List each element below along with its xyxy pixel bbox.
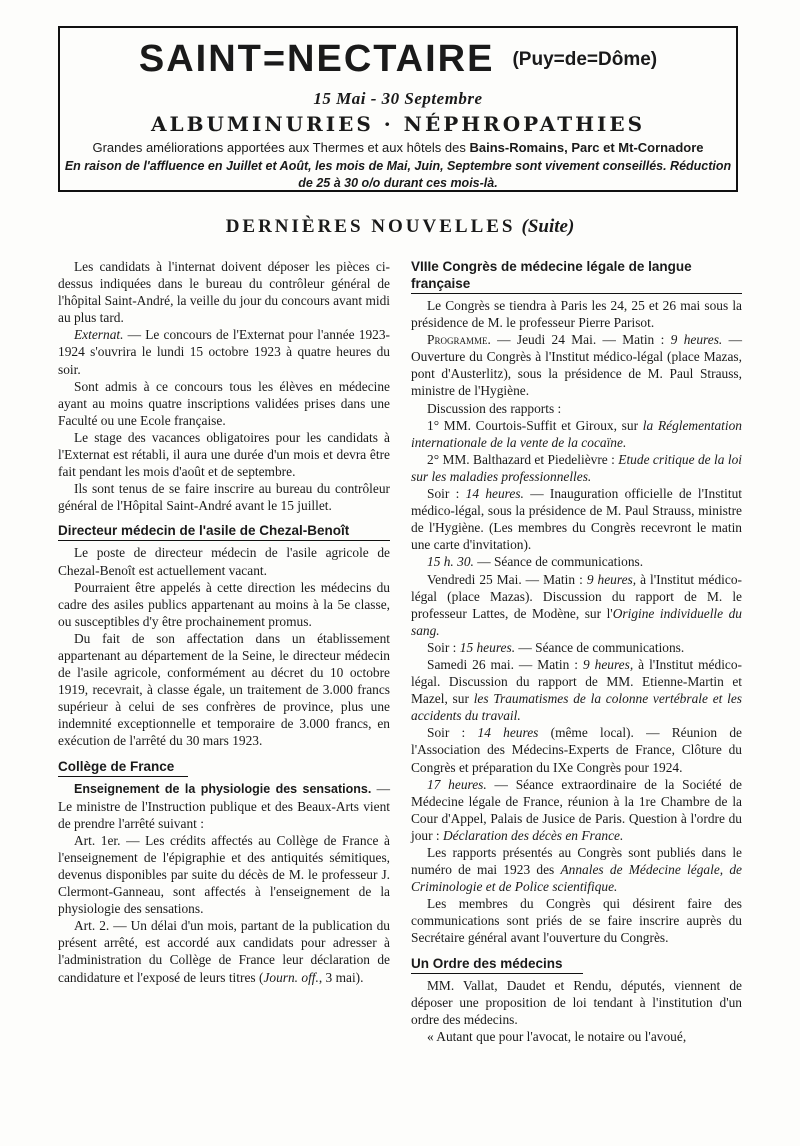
paragraph: MM. Vallat, Daudet et Rendu, députés, viennent de déposer une proposition de loi tendant à l'institution d'un ordre des médecins. — [411, 977, 742, 1027]
section-title: DERNIÈRES NOUVELLES (Suite) — [225, 216, 575, 237]
paragraph: Ils sont tenus de se faire inscrire au bureau du contrôleur général de l'Hôpital Saint-André avant le 15 juillet. — [58, 481, 390, 514]
paragraph: Enseignement de la physiologie des sensations. — Le ministre de l'Instruction publique et des Beaux-Arts vient de prendre l'arrêté suivant : — [58, 780, 390, 831]
subheading-physiologie: Enseignement de la physiologie des sensations. — [74, 781, 372, 796]
ad-note: En raison de l'affluence en Juillet et Août, les mois de Mai, Juin, Septembre sont vivement conseillés. Réduction de 25 à 30 o/o durant ces mois-là. — [64, 159, 732, 190]
paragraph: 17 heures. — Séance extraordinaire de la Société de Médecine légale de France, réunion à la 1re Chambre de la Cour d'Appel, Palais de Jusice de Paris. Question à l'ordre du jour : Déclaration des décès en France. — [411, 776, 742, 843]
left-column — [58, 258, 390, 986]
ad-specialties: ALBUMINURIES · NÉPHROPATHIES — [150, 112, 646, 136]
ad-town: SAINT=NECTAIRE — [138, 38, 495, 80]
paragraph: Sont admis à ce concours tous les élèves en médecine ayant au moins quatre inscriptions validées prises dans une Faculté ou une Ecole française. — [58, 378, 390, 428]
ad-improvements: Grandes améliorations apportées aux Thermes et aux hôtels des Bains-Romains, Parc et Mt-Cornadore — [92, 140, 704, 155]
advertisement-box — [58, 26, 738, 192]
paragraph: Discussion des rapports : — [427, 400, 562, 416]
paragraph: Le Congrès se tiendra à Paris les 24, 25 et 26 mai sous la présidence de M. le professeur Pierre Parisot. — [411, 298, 742, 331]
heading-chezal: Directeur médecin de l'asile de Chezal-Benoît — [58, 522, 390, 541]
heading-ordre: Un Ordre des médecins — [411, 955, 583, 974]
paragraph: Vendredi 25 Mai. — Matin : 9 heures, à l'Institut médico-légal (place Mazas). Discussion du rapport de M. le professeur Lattes, de Modène, sur l'Origine individuelle du sang. — [411, 571, 743, 638]
paragraph: 15 h. 30. — Séance de communications. — [427, 554, 644, 570]
paragraph: Art. 2. — Un délai d'un mois, partant de la publication du présent arrêté, est accordé aux candidats pour adresser à l'administration du Collège de France leur déclaration de candidature et l'exposé de leurs titres (Journ. off., 3 mai). — [58, 918, 390, 985]
ad-hotels: Bains-Romains, Parc et Mt-Cornadore — [469, 140, 704, 155]
paragraph: Les candidats à l'internat doivent déposer les pièces ci-dessus indiquées dans le bureau du contrôleur général de l'hôpital Saint-André, la veille du jour du concours avant midi au plus tard. — [58, 259, 390, 326]
paragraph: 1° MM. Courtois-Suffit et Giroux, sur la Réglementation internationale de la vente de la cocaïne. — [411, 417, 742, 450]
paragraph: Samedi 26 mai. — Matin : 9 heures, à l'Institut médico-légal. Discussion du rapport de MM. Etienne-Martin et Mazel, sur les Traumatismes de la colonne vertébrale et les accidents du travail. — [411, 656, 743, 724]
ad-region: (Puy=de=Dôme) — [512, 49, 658, 70]
heading-congres: VIIIe Congrès de médecine légale de langue française — [411, 258, 742, 294]
paragraph: Le poste de directeur médecin de l'asile agricole de Chezal-Benoît est actuellement vacant. — [58, 545, 390, 578]
paragraph: Soir : 15 heures. — Séance de communications. — [427, 639, 685, 655]
paragraph: Soir : 14 heures. — Inauguration officielle de l'Institut médico-légal, sous la présidence de M. Paul Strauss, ministre de l'Hygiène. (Les membres du Congrès recevront le matin une carte d'invitation). — [411, 486, 742, 553]
section-suite: (Suite) — [521, 216, 575, 237]
paragraph: 2° MM. Balthazard et Piedelièvre : Etude critique de la loi sur les maladies professionnelles. — [411, 451, 742, 484]
paragraph: Les membres du Congrès qui désirent faire des communications sont priés de se faire inscrire auprès du Secrétaire général avant l'ouverture du Congrès. — [411, 896, 742, 946]
paragraph: Le stage des vacances obligatoires pour les candidats à l'Externat est rétabli, il aura une durée d'un mois et devra être fait pendant les mois d'août et de septembre. — [58, 429, 390, 480]
paragraph: Soir : 14 heures (même local). — Réunion de l'Association des Médecins-Experts de France, Clôture du Congrès et préparation du IXe Congrès pour 1924. — [411, 725, 742, 775]
ad-dates: 15 Mai - 30 Septembre — [313, 89, 483, 108]
right-column — [411, 258, 742, 1045]
ad-title-line — [60, 39, 736, 87]
paragraph: « Autant que pour l'avocat, le notaire ou l'avoué, — [427, 1028, 687, 1044]
heading-college: Collège de France — [58, 758, 188, 777]
paragraph: Les rapports présentés au Congrès sont publiés dans le numéro de mai 1923 des Annales de Médecine légale, de Criminologie et de Police scientifique. — [411, 845, 742, 895]
paragraph: Externat. — Le concours de l'Externat pour l'année 1923-1924 s'ouvrira le lundi 15 octobre 1923 à quatre heures du soir. — [58, 327, 390, 377]
paragraph: Programme. — Jeudi 24 Mai. — Matin : 9 heures. — Ouverture du Congrès à l'Institut médico-légal (place Mazas, pont d'Austerlitz), sous la présidence de M. Paul Strauss, ministre de l'Hygiène. — [411, 332, 742, 399]
paragraph: Du fait de son affectation dans un établissement appartenant au département de la Seine, le directeur médecin de l'asile agricole, conformément au décret du 10 octobre 1919, recevrait, à classe égale, un traitement de 3.000 francs supérieur à celui de ses confrères de province, plus une indemnité exceptionnelle et temporaire de 3.000 francs, en exécution de l'arrêté du 30 mars 1923. — [58, 630, 390, 749]
paragraph: Art. 1er. — Les crédits affectés au Collège de France à l'enseignement de l'épigraphie et des antiquités sémitiques, devenus disponibles par suite du décès de M. le professeur J. Clermont-Ganneau, sont affectés à l'enseignement de la physiologie des sensations. — [58, 832, 390, 917]
paragraph: Pourraient être appelés à cette direction les médecins du cadre des asiles publics appartenant au moins à la 5e classe, ou susceptibles d'y être prochainement promus. — [58, 579, 390, 629]
